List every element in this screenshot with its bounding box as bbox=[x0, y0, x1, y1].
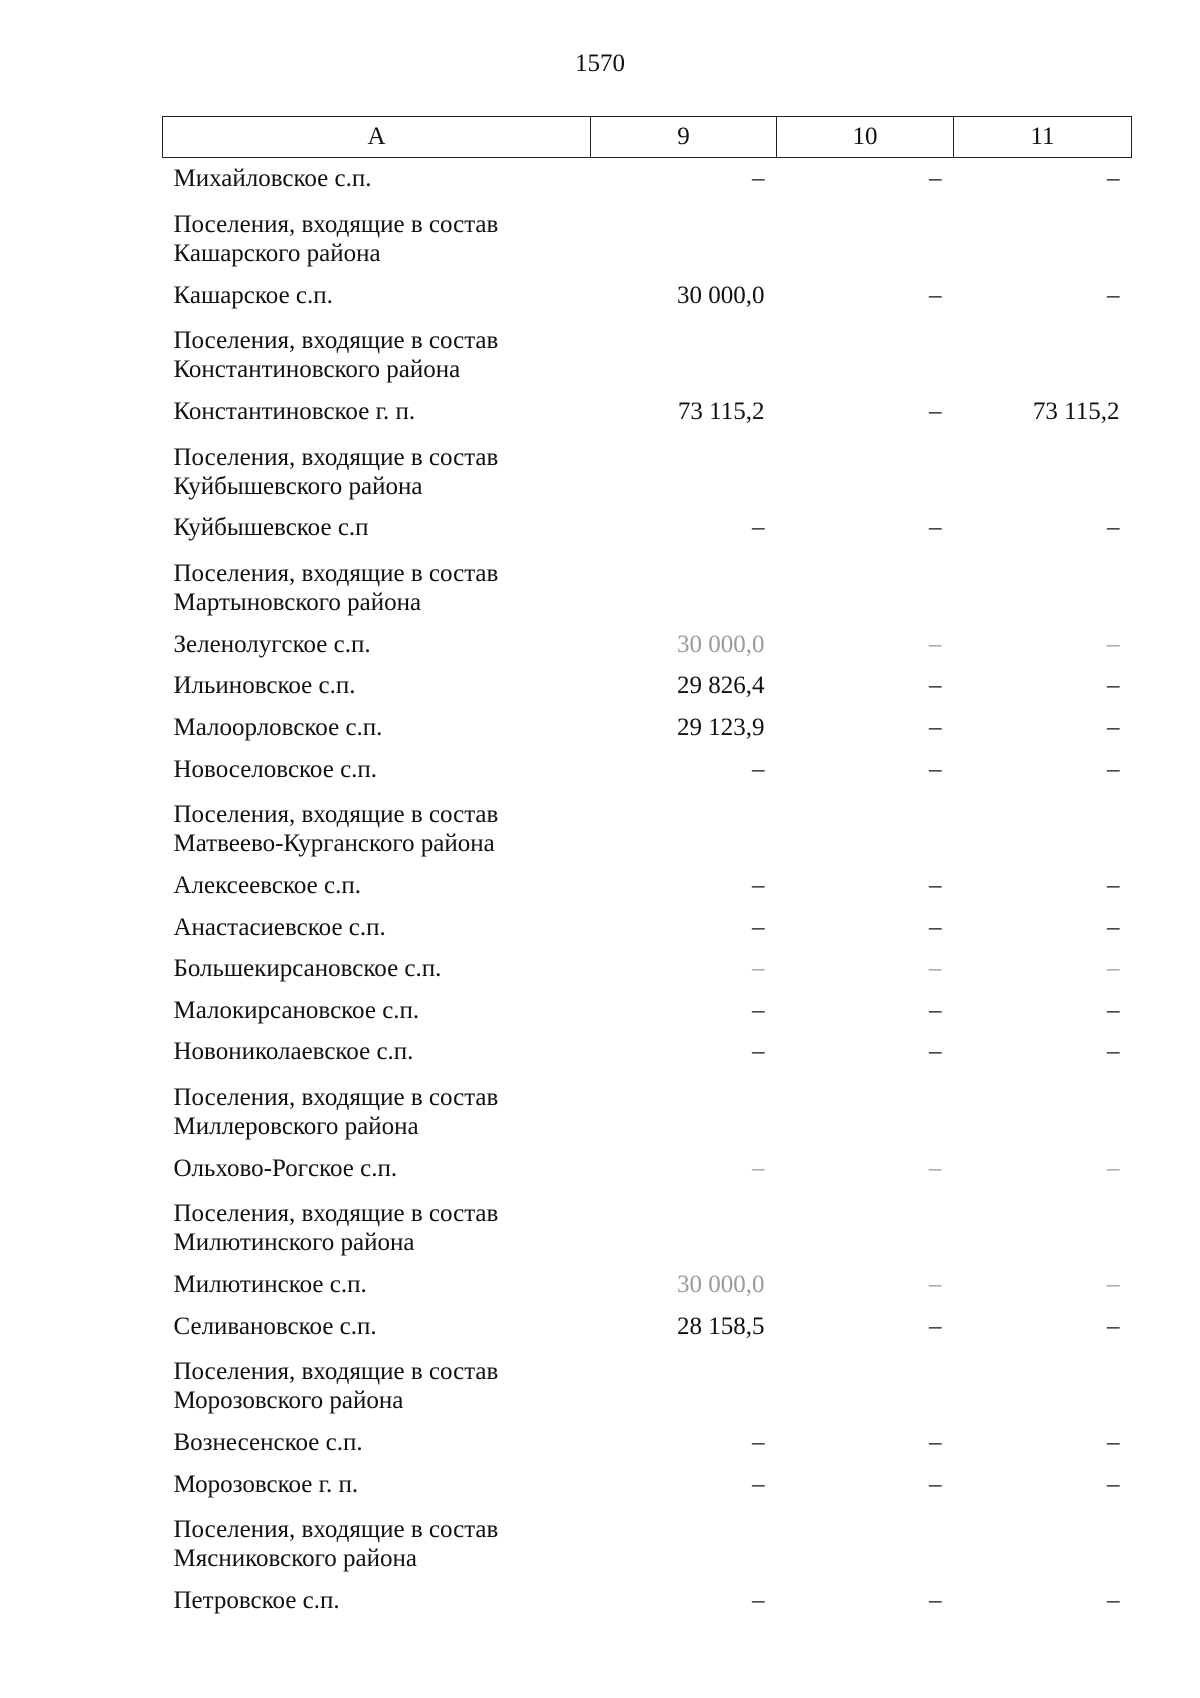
column-11-value: – bbox=[1107, 996, 1120, 1024]
group-header-row bbox=[163, 432, 1132, 507]
column-11-value: – bbox=[1107, 913, 1120, 941]
column-9-value: – bbox=[752, 1470, 765, 1498]
column-9-value: – bbox=[752, 1154, 765, 1182]
column-9-value: – bbox=[752, 1587, 765, 1615]
table-row bbox=[163, 748, 1132, 790]
column-9-value bbox=[591, 200, 777, 275]
table-row bbox=[163, 1305, 1132, 1347]
column-header-10: 10 bbox=[777, 117, 954, 158]
column-11-value: – bbox=[1107, 1038, 1120, 1066]
budget-table bbox=[162, 116, 1132, 1621]
settlement-name-cell: Куйбышевское с.п bbox=[173, 514, 369, 542]
column-11-value: – bbox=[1107, 1429, 1120, 1457]
column-9-value: 29 826,4 bbox=[677, 672, 765, 700]
column-10-value: – bbox=[929, 955, 942, 983]
table-row bbox=[163, 948, 1132, 990]
column-9-value bbox=[591, 549, 777, 624]
settlement-name-cell: Милютинское с.п. bbox=[173, 1271, 367, 1299]
column-11-value: – bbox=[1107, 672, 1120, 700]
table-row bbox=[163, 1148, 1132, 1190]
column-header-11: 11 bbox=[954, 117, 1132, 158]
column-header-9: 9 bbox=[591, 117, 777, 158]
settlement-name-cell: Поселения, входящие в состав Мартыновского района bbox=[173, 560, 499, 617]
column-10-value: – bbox=[929, 1429, 942, 1457]
column-10-value: – bbox=[929, 872, 942, 900]
column-10-value bbox=[777, 1505, 954, 1580]
column-9-value: 73 115,2 bbox=[677, 398, 765, 426]
column-10-value: – bbox=[929, 1271, 942, 1299]
table-row bbox=[163, 274, 1132, 316]
table-row bbox=[163, 1463, 1132, 1505]
column-10-value bbox=[777, 432, 954, 507]
group-header-row bbox=[163, 1347, 1132, 1422]
column-11-value: – bbox=[1107, 514, 1120, 542]
table-row bbox=[163, 391, 1132, 433]
column-11-value bbox=[954, 1189, 1132, 1264]
column-10-value: – bbox=[929, 1470, 942, 1498]
column-10-value bbox=[777, 316, 954, 391]
column-10-value: – bbox=[929, 996, 942, 1024]
settlement-name-cell: Поселения, входящие в состав Милютинского района bbox=[173, 1200, 499, 1257]
column-10-value bbox=[777, 200, 954, 275]
column-11-value: 73 115,2 bbox=[1032, 398, 1120, 426]
settlement-name-cell: Поселения, входящие в состав Кашарского района bbox=[173, 210, 499, 267]
settlement-name-cell: Ольхово-Рогское с.п. bbox=[173, 1154, 398, 1182]
settlement-name-cell: Новоселовское с.п. bbox=[173, 755, 378, 783]
column-9-value bbox=[591, 1505, 777, 1580]
column-11-value bbox=[954, 790, 1132, 865]
column-11-value: – bbox=[1107, 755, 1120, 783]
group-header-row bbox=[163, 790, 1132, 865]
column-9-value: – bbox=[752, 913, 765, 941]
column-11-value bbox=[954, 316, 1132, 391]
column-11-value: – bbox=[1107, 630, 1120, 658]
column-10-value bbox=[777, 1347, 954, 1422]
column-10-value: – bbox=[929, 1154, 942, 1182]
settlement-name-cell: Морозовское г. п. bbox=[173, 1470, 359, 1498]
settlement-name-cell: Новониколаевское с.п. bbox=[173, 1038, 414, 1066]
table-row bbox=[163, 990, 1132, 1032]
column-11-value: – bbox=[1107, 1470, 1120, 1498]
settlement-name-cell: Поселения, входящие в состав Морозовского района bbox=[173, 1358, 499, 1415]
column-9-value: – bbox=[752, 514, 765, 542]
column-9-value bbox=[591, 1073, 777, 1148]
column-10-value: – bbox=[929, 281, 942, 309]
settlement-name-cell: Ильиновское с.п. bbox=[173, 672, 356, 700]
column-9-value: – bbox=[752, 955, 765, 983]
column-9-value bbox=[591, 316, 777, 391]
table-row bbox=[163, 1422, 1132, 1464]
column-11-value bbox=[954, 432, 1132, 507]
table-row bbox=[163, 865, 1132, 907]
settlement-name-cell: Константиновское г. п. bbox=[173, 398, 416, 426]
column-10-value: – bbox=[929, 1038, 942, 1066]
column-10-value: – bbox=[929, 514, 942, 542]
column-10-value bbox=[777, 1073, 954, 1148]
settlement-name-cell: Малоорловское с.п. bbox=[173, 714, 383, 742]
settlement-name-cell: Кашарское с.п. bbox=[173, 281, 333, 309]
column-11-value: – bbox=[1107, 1271, 1120, 1299]
column-9-value: – bbox=[752, 755, 765, 783]
column-11-value: – bbox=[1107, 955, 1120, 983]
settlement-name-cell: Михайловское с.п. bbox=[173, 165, 372, 193]
column-11-value bbox=[954, 549, 1132, 624]
table-row bbox=[163, 158, 1132, 200]
group-header-row bbox=[163, 549, 1132, 624]
column-11-value: – bbox=[1107, 1587, 1120, 1615]
settlement-name-cell: Поселения, входящие в состав Мясниковского района bbox=[173, 1516, 499, 1573]
settlement-name-cell: Поселения, входящие в состав Константиновского района bbox=[173, 327, 499, 384]
column-9-value: 30 000,0 bbox=[677, 630, 765, 658]
column-9-value: – bbox=[752, 1429, 765, 1457]
column-9-value: – bbox=[752, 165, 765, 193]
settlement-name-cell: Вознесенское с.п. bbox=[173, 1429, 363, 1457]
column-11-value: – bbox=[1107, 281, 1120, 309]
column-11-value bbox=[954, 1505, 1132, 1580]
settlement-name-cell: Алексеевское с.п. bbox=[173, 872, 361, 900]
group-header-row bbox=[163, 1505, 1132, 1580]
table-row bbox=[163, 906, 1132, 948]
settlement-name-cell: Малокирсановское с.п. bbox=[173, 996, 420, 1024]
column-10-value: – bbox=[929, 755, 942, 783]
column-11-value: – bbox=[1107, 714, 1120, 742]
group-header-row bbox=[163, 316, 1132, 391]
table-row bbox=[163, 1031, 1132, 1073]
settlement-name-cell: Анастасиевское с.п. bbox=[173, 913, 386, 941]
column-10-value: – bbox=[929, 1312, 942, 1340]
settlement-name-cell: Поселения, входящие в состав Матвеево-Курганского района bbox=[173, 801, 499, 858]
column-11-value: – bbox=[1107, 165, 1120, 193]
column-9-value bbox=[591, 1347, 777, 1422]
column-11-value: – bbox=[1107, 1312, 1120, 1340]
group-header-row bbox=[163, 1189, 1132, 1264]
settlement-name-cell: Зеленолугское с.п. bbox=[173, 630, 371, 658]
column-10-value: – bbox=[929, 672, 942, 700]
column-9-value: 30 000,0 bbox=[677, 1271, 765, 1299]
table-row bbox=[163, 665, 1132, 707]
table-body bbox=[163, 158, 1132, 1622]
column-9-value: – bbox=[752, 872, 765, 900]
column-9-value: – bbox=[752, 1038, 765, 1066]
settlement-name-cell: Большекирсановское с.п. bbox=[173, 955, 442, 983]
column-9-value: – bbox=[752, 996, 765, 1024]
column-10-value bbox=[777, 549, 954, 624]
column-9-value: 28 158,5 bbox=[677, 1312, 765, 1340]
settlement-name-cell: Петровское с.п. bbox=[173, 1587, 340, 1615]
column-9-value bbox=[591, 1189, 777, 1264]
column-10-value: – bbox=[929, 913, 942, 941]
column-9-value: 30 000,0 bbox=[677, 281, 765, 309]
settlement-name-cell: Поселения, входящие в состав Куйбышевского района bbox=[173, 443, 499, 500]
column-11-value: – bbox=[1107, 1154, 1120, 1182]
column-10-value: – bbox=[929, 165, 942, 193]
column-11-value bbox=[954, 1073, 1132, 1148]
group-header-row bbox=[163, 1073, 1132, 1148]
column-9-value: 29 123,9 bbox=[677, 714, 765, 742]
column-10-value: – bbox=[929, 714, 942, 742]
column-10-value: – bbox=[929, 630, 942, 658]
column-11-value bbox=[954, 200, 1132, 275]
column-header-a: A bbox=[163, 117, 591, 158]
table-row bbox=[163, 624, 1132, 666]
column-9-value bbox=[591, 790, 777, 865]
column-10-value: – bbox=[929, 398, 942, 426]
table-row bbox=[163, 1264, 1132, 1306]
table-row bbox=[163, 1580, 1132, 1622]
column-9-value bbox=[591, 432, 777, 507]
column-10-value: – bbox=[929, 1587, 942, 1615]
header-row bbox=[163, 117, 1132, 158]
settlement-name-cell: Селивановское с.п. bbox=[173, 1312, 377, 1340]
table-row bbox=[163, 507, 1132, 549]
group-header-row bbox=[163, 200, 1132, 275]
column-10-value bbox=[777, 790, 954, 865]
table-header bbox=[163, 117, 1132, 158]
column-10-value bbox=[777, 1189, 954, 1264]
settlement-name-cell: Поселения, входящие в состав Миллеровского района bbox=[173, 1084, 499, 1141]
page-number: 1570 bbox=[575, 50, 625, 77]
column-11-value bbox=[954, 1347, 1132, 1422]
table-row bbox=[163, 707, 1132, 749]
column-11-value: – bbox=[1107, 872, 1120, 900]
